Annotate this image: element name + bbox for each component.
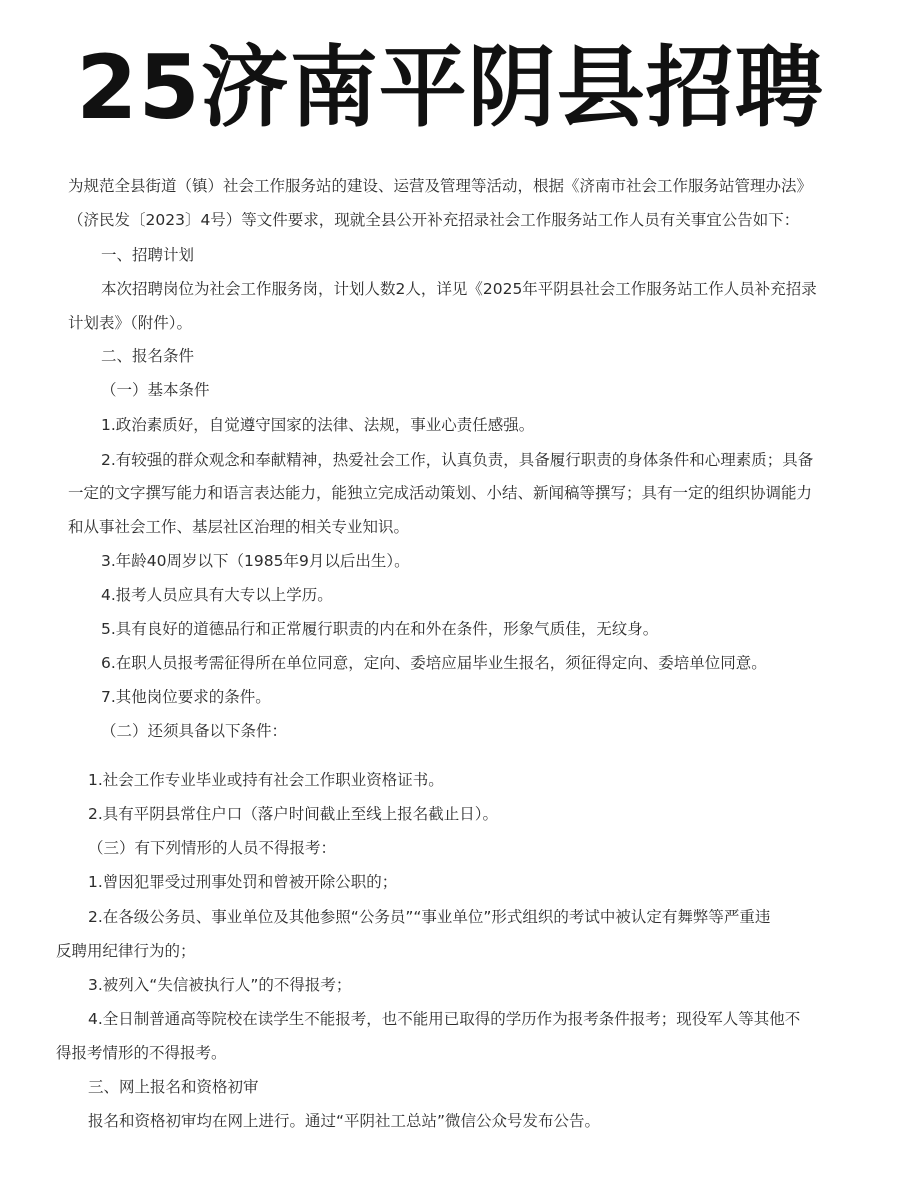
paragraph-line: 计划表》（附件）。 bbox=[68, 314, 193, 332]
paragraph-line: 反聘用纪律行为的； bbox=[56, 942, 196, 960]
list-item: 6.在职人员报考需征得所在单位同意，定向、委培应届毕业生报名，须征得定向、委培单位同意。 bbox=[101, 654, 767, 672]
list-item: 3.被列入“失信被执行人”的不得报考； bbox=[88, 976, 352, 994]
subsection-heading: （二）还须具备以下条件： bbox=[101, 722, 288, 740]
paragraph-line: 本次招聘岗位为社会工作服务岗，计划人数2人，详见《2025年平阴县社会工作服务站工作人员补充招录 bbox=[101, 280, 817, 298]
section-heading: 一、招聘计划 bbox=[101, 246, 195, 264]
list-item: 4.报考人员应具有大专以上学历。 bbox=[101, 586, 333, 604]
subsection-heading: （一）基本条件 bbox=[101, 381, 210, 399]
list-item: 4.全日制普通高等院校在读学生不能报考，也不能用已取得的学历作为报考条件报考；现役军人等其他不 bbox=[88, 1010, 801, 1028]
paragraph-line: 和从事社会工作、基层社区治理的相关专业知识。 bbox=[68, 518, 410, 536]
list-item: 1.政治素质好，自觉遵守国家的法律、法规，事业心责任感强。 bbox=[101, 416, 535, 434]
paragraph-line: 报名和资格初审均在网上进行。通过“平阴社工总站”微信公众号发布公告。 bbox=[88, 1112, 601, 1130]
list-item: 3.年龄40周岁以下（1985年9月以后出生）。 bbox=[101, 552, 410, 570]
section-heading: 三、网上报名和资格初审 bbox=[88, 1078, 259, 1096]
paragraph-line: 一定的文字撰写能力和语言表达能力，能独立完成活动策划、小结、新闻稿等撰写；具有一定的组织协调能力 bbox=[68, 484, 813, 502]
paragraph-line: 得报考情形的不得报考。 bbox=[56, 1044, 227, 1062]
list-item: 5.具有良好的道德品行和正常履行职责的内在和外在条件，形象气质佳，无纹身。 bbox=[101, 620, 659, 638]
section-heading: 二、报名条件 bbox=[101, 347, 195, 365]
paragraph-line: （济民发〔2023〕4号）等文件要求，现就全县公开补充招录社会工作服务站工作人员有关事宜公告如下： bbox=[68, 211, 800, 229]
list-item: 2.在各级公务员、事业单位及其他参照“公务员”“事业单位”形式组织的考试中被认定有舞弊等严重违 bbox=[88, 908, 771, 926]
subsection-heading: （三）有下列情形的人员不得报考： bbox=[88, 839, 337, 857]
list-item: 2.具有平阴县常住户口（落户时间截止至线上报名截止日）。 bbox=[88, 805, 499, 823]
list-item: 2.有较强的群众观念和奉献精神，热爱社会工作，认真负责，具备履行职责的身体条件和心理素质；具备 bbox=[101, 451, 814, 469]
list-item: 1.曾因犯罪受过刑事处罚和曾被开除公职的； bbox=[88, 873, 398, 891]
list-item: 7.其他岗位要求的条件。 bbox=[101, 688, 271, 706]
list-item: 1.社会工作专业毕业或持有社会工作职业资格证书。 bbox=[88, 771, 444, 789]
paragraph-line: 为规范全县街道（镇）社会工作服务站的建设、运营及管理等活动，根据《济南市社会工作服务站管理办法》 bbox=[68, 177, 813, 195]
page-title: 25济南平阴县招聘 bbox=[76, 36, 824, 139]
